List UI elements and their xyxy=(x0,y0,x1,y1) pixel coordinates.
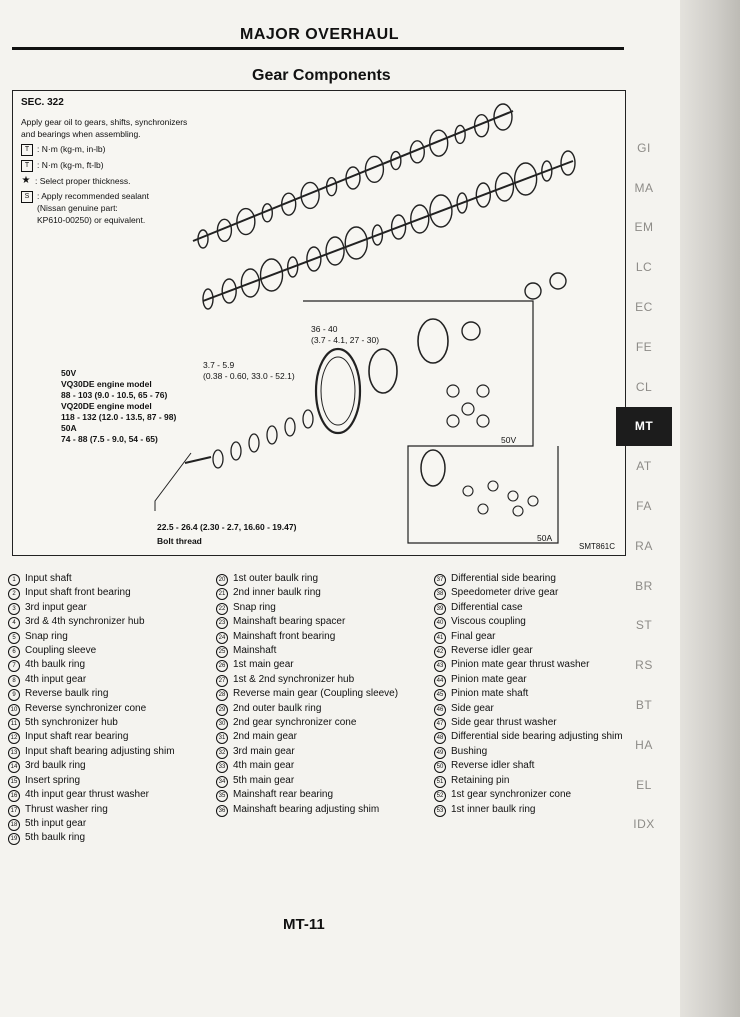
parts-list-item xyxy=(434,673,624,687)
tab-br[interactable]: BR xyxy=(635,578,653,593)
part-name: 3rd baulk ring xyxy=(25,760,86,772)
parts-list-item xyxy=(216,788,434,802)
torque-note-36-40 xyxy=(311,313,441,346)
part-name: 1st outer baulk ring xyxy=(233,573,319,584)
parts-list-item xyxy=(216,615,434,629)
differential-case-50a xyxy=(421,450,445,486)
label-50v: 50V xyxy=(501,435,517,445)
part-name: Reverse idler shaft xyxy=(451,760,535,772)
part-name: Reverse synchronizer cone xyxy=(25,702,147,714)
part-number: 17 xyxy=(8,805,20,817)
differential-side-bearing xyxy=(525,283,541,299)
part-number: 43 xyxy=(434,660,446,672)
tab-gi[interactable]: GI xyxy=(637,140,651,155)
parts-list-item xyxy=(8,730,216,744)
part-number: 35 xyxy=(216,790,228,802)
sealant-icon: S xyxy=(21,191,33,203)
part-name: 4th main gear xyxy=(233,760,295,772)
parts-list-item xyxy=(434,644,624,658)
parts-list-item xyxy=(8,630,216,644)
parts-list-item xyxy=(216,759,434,773)
tab-fe[interactable]: FE xyxy=(635,339,653,354)
part-name: Retaining pin xyxy=(451,774,510,786)
part-number: 30 xyxy=(216,718,228,730)
pinion-mate-gear xyxy=(447,415,459,427)
parts-list-item xyxy=(216,673,434,687)
parts-list-item xyxy=(216,644,434,658)
tab-cl[interactable]: CL xyxy=(635,379,653,394)
part-name: 2nd outer baulk ring xyxy=(233,702,322,714)
part-name: Differential side bearing adjusting shim xyxy=(451,731,623,743)
bolt-thread-note xyxy=(157,525,277,547)
parts-list-item xyxy=(8,687,216,701)
section-tabs xyxy=(616,128,672,844)
parts-list-item xyxy=(434,716,624,730)
parts-list-item xyxy=(216,572,434,586)
part-number: 8 xyxy=(8,675,20,687)
tab-fa[interactable]: FA xyxy=(636,499,652,514)
parts-list-item xyxy=(216,716,434,730)
parts-list-item xyxy=(434,730,624,744)
tab-ha[interactable]: HA xyxy=(635,737,653,752)
part-name: Mainshaft front bearing xyxy=(233,630,336,642)
part-name: Input shaft xyxy=(25,573,72,584)
reverse-idler-part xyxy=(285,418,295,436)
parts-list-item xyxy=(434,774,624,788)
tab-el[interactable]: EL xyxy=(636,777,652,792)
legend-item xyxy=(21,143,191,156)
tab-mt[interactable]: MT xyxy=(616,407,672,447)
part-number: 25 xyxy=(216,646,228,658)
part-name: 3rd & 4th synchronizer hub xyxy=(25,616,145,628)
legend-item xyxy=(21,159,191,172)
part-name: 1st & 2nd synchronizer hub xyxy=(233,673,355,685)
part-number: 29 xyxy=(216,704,228,716)
part-name: Insert spring xyxy=(25,774,81,786)
part-number: 40 xyxy=(434,617,446,629)
page-number: MT-11 xyxy=(283,916,325,933)
part-number: 28 xyxy=(216,689,228,701)
part-number: 48 xyxy=(434,732,446,744)
part-number: 34 xyxy=(216,776,228,788)
part-name: 3rd main gear xyxy=(233,745,295,757)
part-number: 6 xyxy=(8,646,20,658)
part-number: 11 xyxy=(8,718,20,730)
tab-ma[interactable]: MA xyxy=(634,180,654,195)
part-number: 4 xyxy=(8,617,20,629)
section-header: MAJOR OVERHAUL xyxy=(240,26,400,43)
part-number: 50 xyxy=(434,761,446,773)
part-name: 1st gear synchronizer cone xyxy=(451,789,572,801)
legend-text: : N·m (kg-m, in-lb) xyxy=(37,144,106,154)
part-name: Mainshaft xyxy=(233,645,277,657)
part-name: Snap ring xyxy=(25,630,68,642)
parts-list-item xyxy=(8,601,216,615)
parts-list xyxy=(8,572,628,846)
parts-list-item xyxy=(8,673,216,687)
legend-text: : N·m (kg-m, ft-lb) xyxy=(37,160,104,170)
torque-value: 36 - 40 (3.7 - 4.1, 27 - 30) xyxy=(311,324,380,345)
exploded-diagram xyxy=(12,90,626,556)
legend-text: Apply gear oil to gears, shifts, synchronizers and bearings when assembling. xyxy=(21,117,188,139)
reverse-idler-part xyxy=(303,410,313,428)
part-name: Differential case xyxy=(451,601,523,613)
parts-list-item xyxy=(434,586,624,600)
part-name: Mainshaft rear bearing xyxy=(233,789,334,801)
part-name: Input shaft bearing adjusting shim xyxy=(25,745,175,757)
parts-list-item xyxy=(8,572,216,586)
torque-leader-line xyxy=(155,453,191,511)
parts-list-item xyxy=(434,658,624,672)
part-number: 45 xyxy=(434,689,446,701)
part-name: 1st main gear xyxy=(233,659,294,671)
part-name: Speedometer drive gear xyxy=(451,587,559,599)
part-number: 9 xyxy=(8,689,20,701)
section-code: SEC. 322 xyxy=(21,97,64,108)
part-name: Input shaft front bearing xyxy=(25,587,131,599)
part-name: 4th baulk ring xyxy=(25,659,86,671)
parts-list-item xyxy=(434,788,624,802)
header-rule xyxy=(12,47,624,50)
part-number: 53 xyxy=(434,805,446,817)
part-name: Mainshaft bearing adjusting shim xyxy=(233,803,380,815)
tab-ec[interactable]: EC xyxy=(635,300,653,315)
part-number: 32 xyxy=(216,747,228,759)
part-number: 2 xyxy=(8,588,20,600)
part-number: 13 xyxy=(8,747,20,759)
parts-column-1 xyxy=(8,572,216,846)
reverse-idler-part xyxy=(213,450,223,468)
bolt-thread-label: Bolt thread xyxy=(157,536,202,546)
differential-side-bearing xyxy=(550,273,566,289)
part-number: 31 xyxy=(216,732,228,744)
parts-list-item xyxy=(8,817,216,831)
parts-list-item xyxy=(8,702,216,716)
parts-list-item xyxy=(216,745,434,759)
part-number: 3 xyxy=(8,603,20,615)
part-name: Coupling sleeve xyxy=(25,645,97,657)
legend-item xyxy=(21,190,191,226)
part-name: Snap ring xyxy=(233,601,276,613)
part-name: Differential side bearing xyxy=(451,573,556,584)
part-number: 47 xyxy=(434,718,446,730)
part-number: 36 xyxy=(216,805,228,817)
legend-item xyxy=(21,116,191,140)
parts-list-item xyxy=(8,586,216,600)
parts-list-item xyxy=(216,586,434,600)
reverse-idler-part xyxy=(267,426,277,444)
pinion-mate-gear xyxy=(447,385,459,397)
viscous-coupling xyxy=(369,349,397,393)
star-icon: ★ xyxy=(21,175,31,186)
part-number: 42 xyxy=(434,646,446,658)
part-number: 1 xyxy=(8,574,20,586)
tab-em[interactable]: EM xyxy=(634,220,654,235)
pinion-part-50a xyxy=(488,481,498,491)
figure-code: SMT861C xyxy=(578,542,615,551)
torque-value: 3.7 - 5.9 (0.38 - 0.60, 33.0 - 52.1) xyxy=(203,360,295,381)
part-name: Final gear xyxy=(451,630,496,642)
part-name: Reverse idler gear xyxy=(451,645,533,657)
pinion-mate-gear xyxy=(462,403,474,415)
parts-list-item xyxy=(216,702,434,716)
part-number: 37 xyxy=(434,574,446,586)
part-number: 51 xyxy=(434,776,446,788)
parts-list-item xyxy=(8,658,216,672)
parts-list-item xyxy=(8,831,216,845)
part-name: 5th baulk ring xyxy=(25,832,86,844)
pinion-mate-gear xyxy=(477,385,489,397)
part-number: 24 xyxy=(216,632,228,644)
tab-idx[interactable]: IDX xyxy=(633,817,655,832)
parts-list-item xyxy=(216,774,434,788)
legend-text: : Apply recommended sealant (Nissan genuine part: KP610-00250) or equivalent. xyxy=(37,191,149,225)
part-number: 46 xyxy=(434,704,446,716)
tab-rs[interactable]: RS xyxy=(635,658,653,673)
parts-list-item xyxy=(8,745,216,759)
parts-list-item xyxy=(434,630,624,644)
part-name: 2nd main gear xyxy=(233,731,297,743)
parts-list-item xyxy=(434,615,624,629)
parts-column-2 xyxy=(216,572,434,846)
parts-list-item xyxy=(434,601,624,615)
part-number: 23 xyxy=(216,617,228,629)
part-number: 21 xyxy=(216,588,228,600)
part-number: 44 xyxy=(434,675,446,687)
part-number: 10 xyxy=(8,704,20,716)
part-number: 19 xyxy=(8,833,20,845)
book-page-edge xyxy=(680,0,740,1017)
tab-st[interactable]: ST xyxy=(635,618,653,633)
part-number: 26 xyxy=(216,660,228,672)
part-number: 27 xyxy=(216,675,228,687)
parts-list-item xyxy=(8,615,216,629)
legend-text: : Select proper thickness. xyxy=(35,176,131,186)
part-number: 33 xyxy=(216,761,228,773)
part-name: 5th synchronizer hub xyxy=(25,717,118,729)
parts-column-3 xyxy=(434,572,624,846)
part-name: 4th input gear xyxy=(25,673,87,685)
pinion-mate-gear xyxy=(477,415,489,427)
tab-ra[interactable]: RA xyxy=(635,538,653,553)
part-name: 4th input gear thrust washer xyxy=(25,789,149,801)
pinion-part-50a xyxy=(478,504,488,514)
part-number: 12 xyxy=(8,732,20,744)
part-number: 49 xyxy=(434,747,446,759)
part-name: 5th main gear xyxy=(233,774,295,786)
label-50a: 50A xyxy=(537,533,553,543)
part-name: Viscous coupling xyxy=(451,616,526,628)
part-name: 2nd inner baulk ring xyxy=(233,587,321,599)
pinion-part-50a xyxy=(528,496,538,506)
torque-nm-kgm-inlb-icon: T xyxy=(21,144,33,156)
part-number: 20 xyxy=(216,574,228,586)
part-name: 2nd gear synchronizer cone xyxy=(233,717,357,729)
parts-list-item xyxy=(216,630,434,644)
part-name: 5th input gear xyxy=(25,817,87,829)
part-name: 3rd input gear xyxy=(25,601,87,613)
tab-lc[interactable]: LC xyxy=(635,260,653,275)
part-name: 1st inner baulk ring xyxy=(451,803,536,815)
parts-list-item xyxy=(8,644,216,658)
parts-list-item xyxy=(216,658,434,672)
torque-value: 22.5 - 26.4 (2.30 - 2.7, 16.60 - 19.47) xyxy=(157,522,297,532)
pinion-part-50a xyxy=(508,491,518,501)
part-number: 18 xyxy=(8,819,20,831)
part-number: 52 xyxy=(434,790,446,802)
diagram-legend xyxy=(21,113,191,226)
torque-note-50v-50a xyxy=(61,357,261,445)
part-number: 15 xyxy=(8,776,20,788)
part-name: Side gear xyxy=(451,702,494,714)
torque-value: 50V VQ30DE engine model 88 - 103 (9.0 - 10.5, 65 - 76) VQ20DE engine model 118 - 132 (12.0 - 13.5, 87 - 98) 50A 74 - 88 (7.5 - 9.0, 54 - 65) xyxy=(61,368,177,444)
part-name: Input shaft rear bearing xyxy=(25,731,129,743)
reverse-idler-shaft xyxy=(185,457,211,463)
parts-list-item xyxy=(434,702,624,716)
part-name: Thrust washer ring xyxy=(25,803,108,815)
part-name: Mainshaft bearing spacer xyxy=(233,616,346,628)
part-name: Pinion mate shaft xyxy=(451,688,529,700)
parts-list-item xyxy=(8,759,216,773)
tab-bt[interactable]: BT xyxy=(635,698,653,713)
torque-nm-kgm-ftlb-icon: T xyxy=(21,160,33,172)
page-title: Gear Components xyxy=(252,67,391,84)
parts-list-item xyxy=(434,687,624,701)
pinion-part-50a xyxy=(513,506,523,516)
part-number: 38 xyxy=(434,588,446,600)
parts-list-item xyxy=(216,730,434,744)
part-number: 14 xyxy=(8,761,20,773)
parts-list-item xyxy=(434,745,624,759)
parts-list-item xyxy=(8,774,216,788)
parts-list-item xyxy=(8,716,216,730)
part-name: Pinion mate gear xyxy=(451,673,527,685)
pinion-part-50a xyxy=(463,486,473,496)
tab-at[interactable]: AT xyxy=(636,459,652,474)
parts-list-item xyxy=(8,788,216,802)
parts-list-item xyxy=(216,803,434,817)
part-name: Side gear thrust washer xyxy=(451,717,557,729)
parts-list-item xyxy=(434,572,624,586)
part-number: 5 xyxy=(8,632,20,644)
parts-list-item xyxy=(8,803,216,817)
speedometer-drive-gear xyxy=(462,322,480,340)
part-number: 41 xyxy=(434,632,446,644)
parts-list-item xyxy=(434,759,624,773)
parts-list-item xyxy=(434,803,624,817)
part-number: 39 xyxy=(434,603,446,615)
part-name: Pinion mate gear thrust washer xyxy=(451,659,590,671)
part-number: 22 xyxy=(216,603,228,615)
legend-item xyxy=(21,175,191,187)
part-number: 7 xyxy=(8,660,20,672)
parts-list-item xyxy=(216,687,434,701)
part-number: 16 xyxy=(8,790,20,802)
part-name: Reverse main gear (Coupling sleeve) xyxy=(233,688,399,700)
part-name: Bushing xyxy=(451,745,488,757)
part-name: Reverse baulk ring xyxy=(25,688,109,700)
parts-list-item xyxy=(216,601,434,615)
